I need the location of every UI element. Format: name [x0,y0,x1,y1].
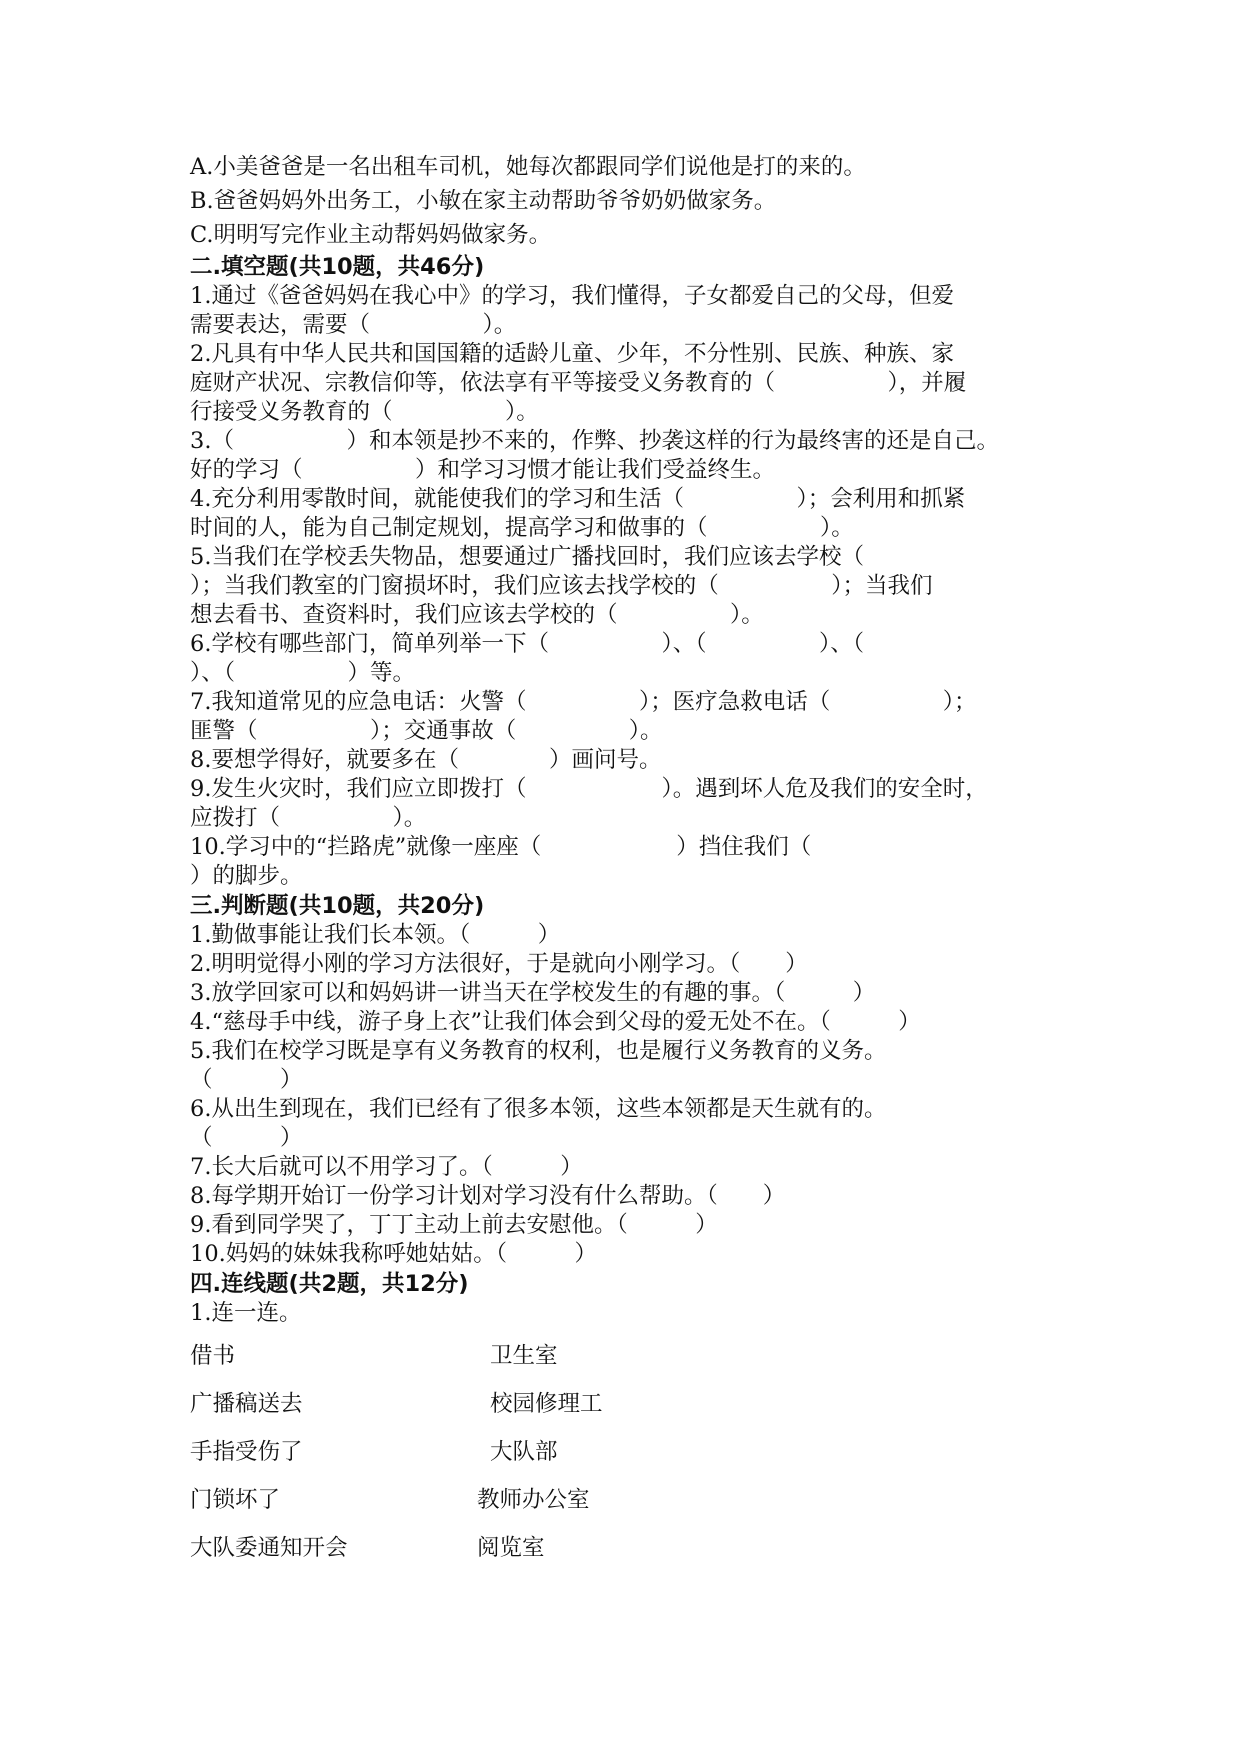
section-matching [190,1269,1090,1572]
question-line: （ ） [190,1067,303,1093]
question-line: 1.勤做事能让我们长本领。（ ） [190,922,561,948]
question-line: 4.“慈母手中线，游子身上衣”让我们体会到父母的爱无处不在。（ ） [190,1009,921,1035]
question-line: 行接受义务教育的（ ）。 [190,399,539,425]
match-left-item: 借书 [190,1343,236,1369]
match-row [190,1476,1090,1524]
match-right-item: 阅览室 [477,1535,545,1561]
question-line: （ ） [190,1125,303,1151]
question-line: 9.看到同学哭了，丁丁主动上前去安慰他。（ ） [190,1212,718,1238]
match-row [190,1428,1090,1476]
question-line: 6.从出生到现在，我们已经有了很多本领，这些本领都是天生就有的。 [190,1096,887,1122]
question-line: 5.我们在校学习既是享有义务教育的权利，也是履行义务教育的义务。 [190,1038,887,1064]
question-line: 5.当我们在学校丢失物品，想要通过广播找回时，我们应该去学校（ [190,544,864,570]
match-row [190,1332,1090,1380]
match-left-item: 大队委通知开会 [190,1535,348,1561]
worksheet-page [190,150,1090,1572]
option-c: C.明明写完作业主动帮妈妈做家务。 [190,222,552,248]
question-line: 庭财产状况、宗教信仰等，依法享有平等接受义务教育的（ ），并履 [190,370,967,396]
section-heading: 三.判断题(共10题，共20分) [190,893,485,919]
match-right-item: 校园修理工 [490,1391,603,1417]
question-line: 2.凡具有中华人民共和国国籍的适龄儿童、少年，不分性别、民族、种族、家 [190,341,954,367]
question-line: 9.发生火灾时，我们应立即拨打（ ）。遇到坏人危及我们的安全时， [190,776,988,802]
match-right-item: 教师办公室 [477,1487,590,1513]
question-line: ）、（ ）等。 [190,660,416,686]
match-left-item: 广播稿送去 [190,1391,303,1417]
question-line: ）；当我们教室的门窗损坏时，我们应该去找学校的（ ）；当我们 [190,573,933,599]
question-line: 7.我知道常见的应急电话：火警（ ）；医疗急救电话（ ）； [190,689,977,715]
question-line: 时间的人，能为自己制定规划，提高学习和做事的（ ）。 [190,515,854,541]
section-heading: 二.填空题(共10题，共46分) [190,254,485,280]
match-left-item: 手指受伤了 [190,1439,303,1465]
question-line: 好的学习（ ）和学习习惯才能让我们受益终生。 [190,457,776,483]
question-line: 8.每学期开始订一份学习计划对学习没有什么帮助。（ ） [190,1183,786,1209]
match-left-item: 门锁坏了 [190,1487,281,1513]
match-right-item: 大队部 [490,1439,558,1465]
question-line: 匪警（ ）；交通事故（ ）。 [190,718,663,744]
question-line: 1.通过《爸爸妈妈在我心中》的学习，我们懂得，子女都爱自己的父母，但爱 [190,283,954,309]
question-line: 6.学校有哪些部门，简单列举一下（ ）、（ ）、（ [190,631,864,657]
question-line: 1.连一连。 [190,1300,302,1326]
question-line: 3.（ ）和本领是抄不来的，作弊、抄袭这样的行为最终害的还是自己。 [190,428,999,454]
question-line: 4.充分利用零散时间，就能使我们的学习和生活（ ）；会利用和抓紧 [190,486,966,512]
question-line: 7.长大后就可以不用学习了。（ ） [190,1154,583,1180]
section-heading: 四.连线题(共2题，共12分) [190,1271,469,1297]
question-line: 应拨打（ ）。 [190,805,427,831]
section-true-false [190,891,1090,1269]
option-a: A.小美爸爸是一名出租车司机，她每次都跟同学们说他是打的来的。 [190,154,866,180]
question-line: 需要表达，需要（ ）。 [190,312,517,338]
match-row [190,1380,1090,1428]
question-line: 2.明明觉得小刚的学习方法很好，于是就向小刚学习。（ ） [190,951,808,977]
question-line: 3.放学回家可以和妈妈讲一讲当天在学校发生的有趣的事。（ ） [190,980,876,1006]
question-line: 8.要想学得好，就要多在（ ）画问号。 [190,747,662,773]
question-line: ）的脚步。 [190,863,303,889]
question-line: 10.学习中的“拦路虎”就像一座座（ ）挡住我们（ [190,834,812,860]
option-b: B.爸爸妈妈外出务工，小敏在家主动帮助爷爷奶奶做家务。 [190,188,777,214]
question-line: 10.妈妈的妹妹我称呼她姑姑。（ ） [190,1241,598,1267]
question-line: 想去看书、查资料时，我们应该去学校的（ ）。 [190,602,764,628]
option-list [190,150,1090,252]
section-fill-in-blank [190,252,1090,891]
match-right-item: 卫生室 [490,1343,558,1369]
match-row [190,1524,1090,1572]
